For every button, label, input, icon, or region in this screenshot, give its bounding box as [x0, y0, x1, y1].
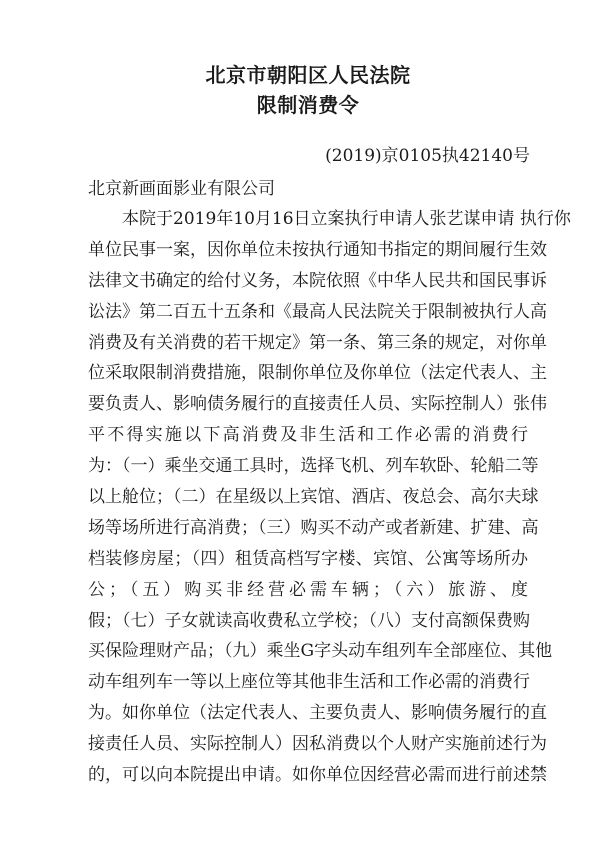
- court-name: 北京市朝阳区人民法院: [205, 63, 411, 87]
- body-line: 档装修房屋；（四）租赁高档写字楼、宾馆、公寓等场所办: [88, 548, 528, 569]
- body-line: 以上舱位；（二）在星级以上宾馆、酒店、夜总会、高尔夫球: [88, 487, 539, 508]
- body-line: 场等场所进行高消费；（三）购买不动产或者新建、扩建、高: [88, 517, 539, 538]
- body-line: 本院于2019年10月16日立案执行申请人张艺谋申请 执行你: [88, 209, 571, 229]
- addressee: 北京新画面影业有限公司: [88, 179, 275, 199]
- body-line: 动车组列车一等以上座位等其他非生活和工作必需的消费行: [88, 672, 530, 693]
- body-line: 为：（一）乘坐交通工具时，选择飞机、列车软卧、轮船二等: [88, 456, 539, 477]
- body-line: 单位民事一案，因你单位未按执行通知书指定的期间履行生效: [88, 239, 547, 260]
- body-line: 的，可以向本院提出申请。如你单位因经营必需而进行前述禁: [88, 765, 547, 786]
- body-line: 平不得实施以下高消费及非生活和工作必需的消费行: [88, 425, 528, 446]
- body-line: 讼法》第二百五十五条和《最高人民法院关于限制被执行人高: [88, 301, 547, 322]
- body-line: 要负责人、影响债务履行的直接责任人员、实际控制人）张伟: [88, 394, 547, 415]
- body-line: 假；（七）子女就读高收费私立学校；（八）支付高额保费购: [88, 610, 530, 631]
- body-line: 买保险理财产品；（九）乘坐G字头动车组列车全部座位、其他: [88, 641, 553, 662]
- body-line: 位采取限制消费措施，限制你单位及你单位（法定代表人、主: [88, 363, 547, 384]
- body-text: [88, 207, 571, 794]
- body-line: 公；（五）购买非经营必需车辆；（六）旅游、度: [88, 579, 528, 600]
- case-number: (2019)京0105执42140号: [325, 146, 530, 166]
- body-line: 法律文书确定的给付义务，本院依照《中华人民共和国民事诉: [88, 270, 547, 291]
- body-line: 接责任人员、实际控制人）因私消费以个人财产实施前述行为: [88, 734, 547, 755]
- body-line: 消费及有关消费的若干规定》第一条、第三条的规定，对你单: [88, 332, 547, 353]
- document-title: 限制消费令: [256, 93, 360, 117]
- body-line: 为。如你单位（法定代表人、主要负责人、影响债务履行的直: [88, 703, 547, 724]
